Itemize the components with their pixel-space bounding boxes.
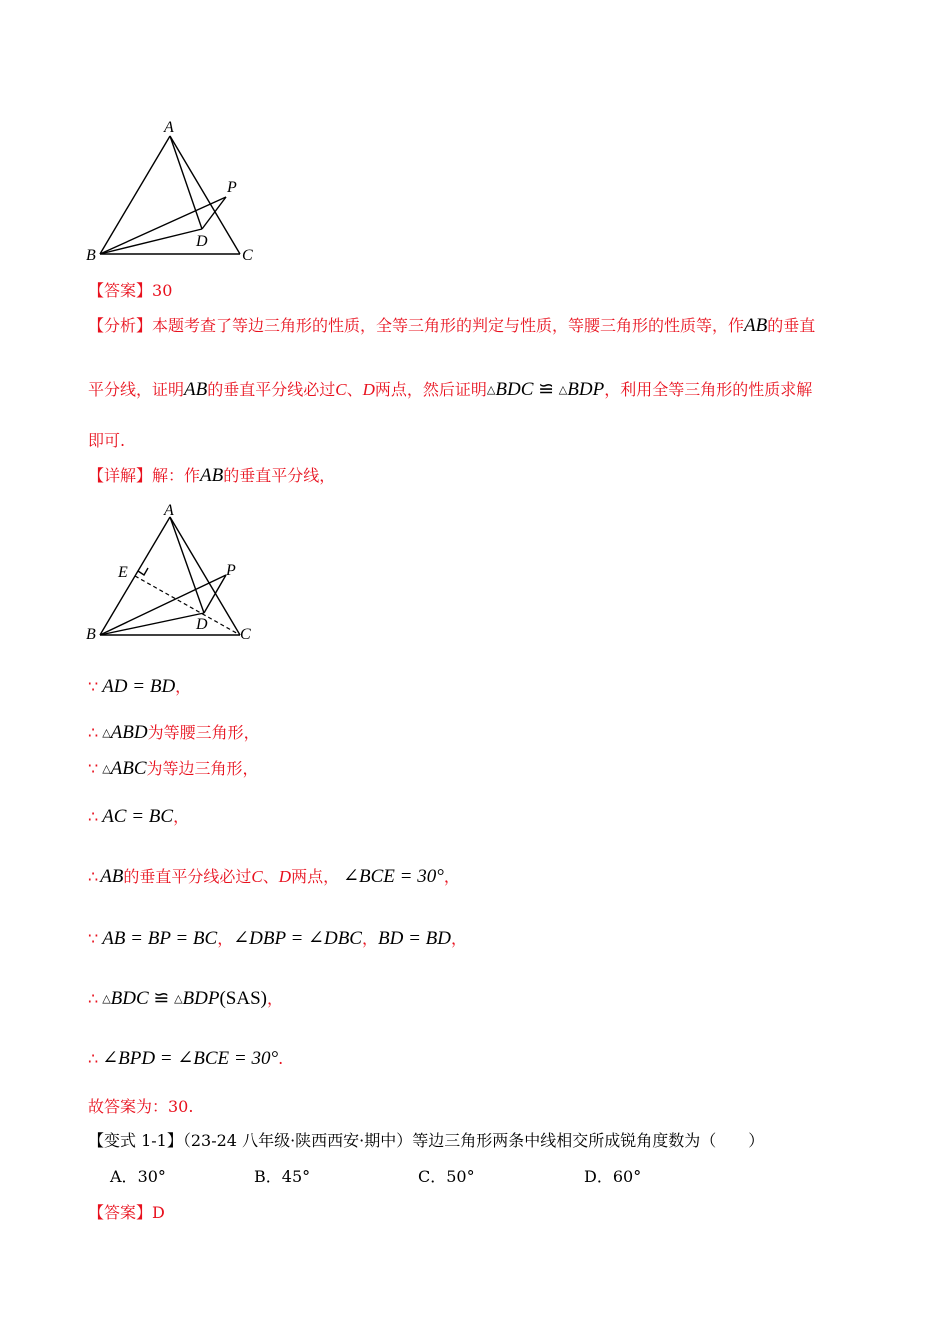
label-D: D (196, 616, 208, 633)
triangle-icon: △ (558, 384, 568, 396)
option-value: 60° (612, 1167, 642, 1186)
option-value: 30° (137, 1167, 166, 1186)
sas-label: (SAS) (219, 988, 267, 1009)
step-3 (88, 758, 259, 780)
separator: ， (361, 929, 378, 948)
math-expression: ∠DBP = ∠DBC (233, 928, 362, 949)
figure-triangle-2 (80, 495, 270, 655)
label-B: B (86, 247, 96, 264)
analysis-text: 的垂直 (767, 316, 816, 335)
answer-value: 30 (152, 281, 173, 300)
analysis-text: ，利用全等三角形的性质求解 (604, 380, 813, 399)
math-expression: ABC (110, 758, 147, 779)
triangle-icon: △ (174, 993, 183, 1005)
step-8 (88, 1048, 283, 1070)
math-expression: BDC (110, 988, 149, 1009)
analysis-line-1 (88, 315, 815, 337)
label-A: A (164, 119, 174, 136)
option-label: C． (418, 1167, 447, 1186)
math-text: BDC (495, 379, 534, 400)
therefore-symbol: ∴ (88, 723, 99, 742)
step-2 (88, 722, 260, 744)
because-symbol: ∵ (88, 929, 99, 948)
because-symbol: ∵ (88, 677, 99, 696)
analysis-tag: 【分析】 (88, 316, 153, 335)
triangle-icon: △ (102, 763, 111, 775)
answer-tag: 【答案】 (88, 1203, 153, 1222)
punctuation: ， (267, 989, 284, 1008)
label-P: P (226, 562, 236, 579)
label-E: E (118, 564, 128, 581)
congruent-symbol: ≌ (153, 988, 170, 1009)
option-d[interactable] (584, 1166, 641, 1188)
answer-value: D (152, 1203, 165, 1222)
answer-line-2 (88, 1202, 165, 1224)
label-C: C (240, 626, 251, 643)
option-b[interactable] (254, 1166, 310, 1188)
step-text: 的垂直平分线必过 (123, 867, 252, 886)
congruent-symbol: ≌ (538, 379, 555, 400)
label-C: C (242, 247, 253, 264)
conclusion-text: 故答案为：30. (88, 1097, 194, 1116)
math-AB: AB (184, 379, 208, 400)
analysis-line-2 (88, 379, 812, 401)
analysis-text: 的垂直平分线必过 (207, 380, 336, 399)
option-c[interactable] (418, 1166, 475, 1188)
detail-line (88, 465, 335, 487)
step-1 (88, 676, 191, 698)
math-expression: BD = BD (378, 928, 451, 949)
math-AB: AB (744, 315, 768, 336)
therefore-symbol: ∴ (88, 807, 99, 826)
variant-question-text: 等边三角形两条中线相交所成锐角度数为（ ） (412, 1131, 765, 1150)
answer-line-1 (88, 280, 172, 302)
math-expression: AB = BP = BC (102, 928, 218, 949)
option-a[interactable] (110, 1166, 166, 1188)
math-expression: AC = BC (102, 806, 174, 827)
therefore-symbol: ∴ (88, 989, 99, 1008)
step-text: 为等边三角形， (146, 759, 259, 778)
detail-tag: 【详解】 (88, 466, 153, 485)
variant-tag: 【变式 1-1】 (88, 1131, 183, 1150)
separator: 、 (346, 380, 363, 399)
answer-tag: 【答案】 (88, 281, 153, 300)
triangle-icon: △ (486, 384, 496, 396)
label-B: B (86, 626, 96, 643)
option-value: 50° (446, 1167, 475, 1186)
because-symbol: ∵ (88, 759, 99, 778)
option-value: 45° (281, 1167, 311, 1186)
analysis-text: 平分线，证明 (88, 380, 185, 399)
step-4 (88, 806, 189, 828)
therefore-symbol: ∴ (88, 1049, 99, 1068)
detail-text: 解：作 (152, 466, 201, 485)
analysis-text: 两点，然后证明 (374, 380, 487, 399)
therefore-symbol: ∴ (88, 867, 99, 886)
math-AB: AB (200, 465, 224, 486)
separator: ， (217, 929, 234, 948)
math-D: D (362, 380, 375, 399)
analysis-line-3 (88, 430, 125, 452)
math-expression: AD = BD (102, 676, 176, 697)
math-expression: ∠BCE = 30° (343, 866, 444, 887)
analysis-text: 本题考查了等边三角形的性质，全等三角形的判定与性质，等腰三角形的性质等，作 (152, 316, 745, 335)
step-5 (88, 866, 460, 888)
separator: 、 (262, 867, 279, 886)
punctuation: ， (175, 677, 192, 696)
figure-triangle-1 (80, 112, 270, 272)
math-C: C (251, 867, 263, 886)
math-C: C (335, 380, 347, 399)
math-text: BDP (567, 379, 605, 400)
label-D: D (196, 233, 208, 250)
option-label: D． (584, 1167, 613, 1186)
triangle-icon: △ (102, 727, 111, 739)
option-label: B． (254, 1167, 282, 1186)
math-expression: ∠BPD = ∠BCE = 30° (102, 1048, 279, 1069)
variant-question (88, 1130, 764, 1152)
step-text: 为等腰三角形， (147, 723, 260, 742)
punctuation: ， (173, 807, 190, 826)
punctuation: ， (450, 929, 467, 948)
label-P: P (227, 179, 237, 196)
math-expression: ABD (110, 722, 148, 743)
triangle-icon: △ (102, 993, 111, 1005)
conclusion-line (88, 1096, 193, 1118)
math-AB: AB (100, 866, 124, 887)
math-D: D (278, 867, 292, 886)
label-A: A (164, 502, 174, 519)
option-label: A． (110, 1167, 138, 1186)
step-text: 两点， (291, 867, 340, 886)
punctuation: ， (443, 867, 460, 886)
math-triangle-BDC (487, 379, 604, 400)
punctuation: . (278, 1049, 284, 1068)
detail-text: 的垂直平分线， (223, 466, 336, 485)
analysis-text: 即可. (88, 431, 126, 450)
math-expression: BDP (182, 988, 220, 1009)
step-7 (88, 988, 283, 1010)
variant-source: （23-24 八年级·陕西西安·期中） (182, 1131, 413, 1150)
step-6 (88, 928, 467, 950)
